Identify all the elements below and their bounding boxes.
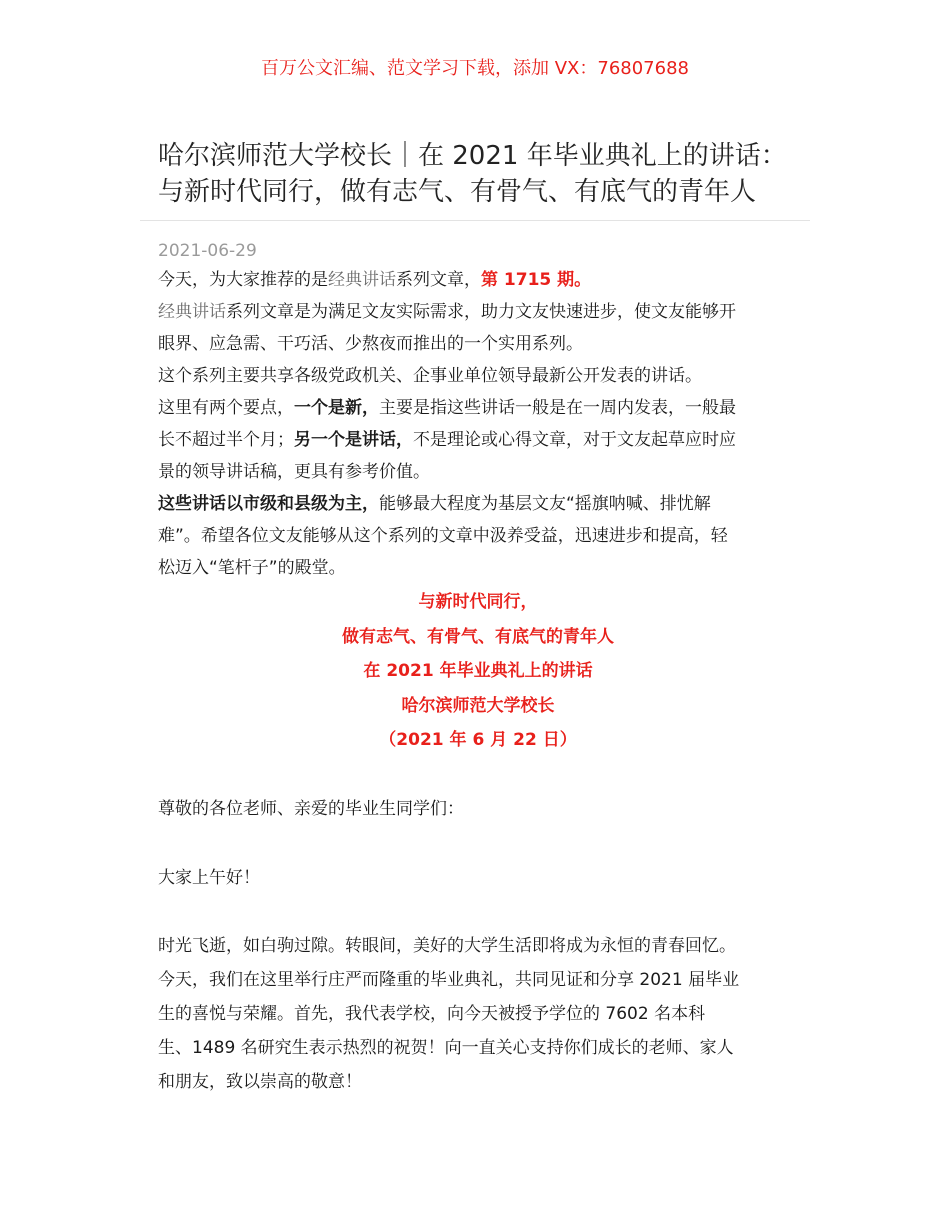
salutation-text: 尊敬的各位老师、亲爱的毕业生同学们： — [158, 799, 464, 819]
title-divider — [140, 220, 810, 221]
speech-paragraph — [158, 929, 798, 1099]
intro-section — [158, 264, 798, 584]
intro-text: 今天，为大家推荐的是 — [158, 270, 328, 290]
issue-number: 第 1715 期。 — [481, 270, 592, 290]
speech-heading-line: 哈尔滨师范大学校长 — [401, 695, 555, 716]
article-title — [158, 138, 798, 210]
paragraph-line: 时光飞逝，如白驹过隙。转眼间，美好的大学生活即将成为永恒的青春回忆。 — [158, 936, 736, 956]
scope-emphasis: 这些讲话以市级和县级为主， — [158, 494, 379, 514]
intro-line: 景的领导讲话稿，更具有参考价值。 — [158, 462, 430, 482]
paragraph-line: 今天，我们在这里举行庄严而隆重的毕业典礼，共同见证和分享 2021 届毕业 — [158, 970, 740, 990]
article-title-line-1: 哈尔滨师范大学校长｜在 2021 年毕业典礼上的讲话： — [158, 141, 787, 171]
speech-salutation — [158, 792, 798, 826]
publish-date: 2021-06-29 — [158, 241, 257, 261]
point-two: 另一个是讲话， — [294, 430, 413, 450]
intro-line: 松迈入“笔杆子”的殿堂。 — [158, 558, 346, 578]
intro-line: 难”。希望各位文友能够从这个系列的文章中汲养受益，迅速进步和提高，轻 — [158, 526, 728, 546]
article-title-line-2: 与新时代同行，做有志气、有骨气、有底气的青年人 — [158, 177, 757, 207]
intro-line — [158, 296, 798, 328]
point-one: 一个是新， — [294, 398, 379, 418]
intro-line: 这个系列主要共享各级党政机关、企事业单位领导最新公开发表的讲话。 — [158, 366, 702, 386]
speech-heading-line: 与新时代同行， — [418, 592, 538, 612]
speech-heading-line: 做有志气、有骨气、有底气的青年人 — [342, 626, 614, 647]
promo-banner: 百万公文汇编、范文学习下载，添加 VX：76807688 — [261, 58, 689, 79]
speech-heading-line: （2021 年 6 月 22 日） — [379, 730, 577, 750]
intro-text: 主要是指这些讲话一般是在一周内发表，一般最 — [379, 398, 736, 418]
paragraph-line: 和朋友，致以崇高的敬意！ — [158, 1072, 362, 1092]
intro-text: 系列文章， — [396, 270, 481, 290]
speech-heading — [158, 585, 798, 758]
series-name: 经典讲话 — [158, 302, 226, 322]
intro-text: 系列文章是为满足文友实际需求，助力文友快速进步，使文友能够开 — [226, 302, 736, 322]
speech-heading-line: 在 2021 年毕业典礼上的讲话 — [363, 661, 593, 681]
intro-line — [158, 488, 798, 520]
intro-line — [158, 424, 798, 456]
intro-text: 长不超过半个月； — [158, 430, 294, 450]
intro-line — [158, 264, 798, 296]
intro-line — [158, 392, 798, 424]
greeting-text: 大家上午好！ — [158, 868, 260, 888]
speech-greeting — [158, 861, 798, 895]
paragraph-line: 生、1489 名研究生表示热烈的祝贺！向一直关心支持你们成长的老师、家人 — [158, 1038, 734, 1058]
intro-text: 能够最大程度为基层文友“摇旗呐喊、排忧解 — [379, 494, 711, 514]
intro-text: 不是理论或心得文章，对于文友起草应时应 — [413, 430, 736, 450]
intro-line: 眼界、应急需、干巧活、少熬夜而推出的一个实用系列。 — [158, 334, 583, 354]
series-name: 经典讲话 — [328, 270, 396, 290]
paragraph-line: 生的喜悦与荣耀。首先，我代表学校，向今天被授予学位的 7602 名本科 — [158, 1004, 706, 1024]
intro-text: 这里有两个要点， — [158, 398, 294, 418]
